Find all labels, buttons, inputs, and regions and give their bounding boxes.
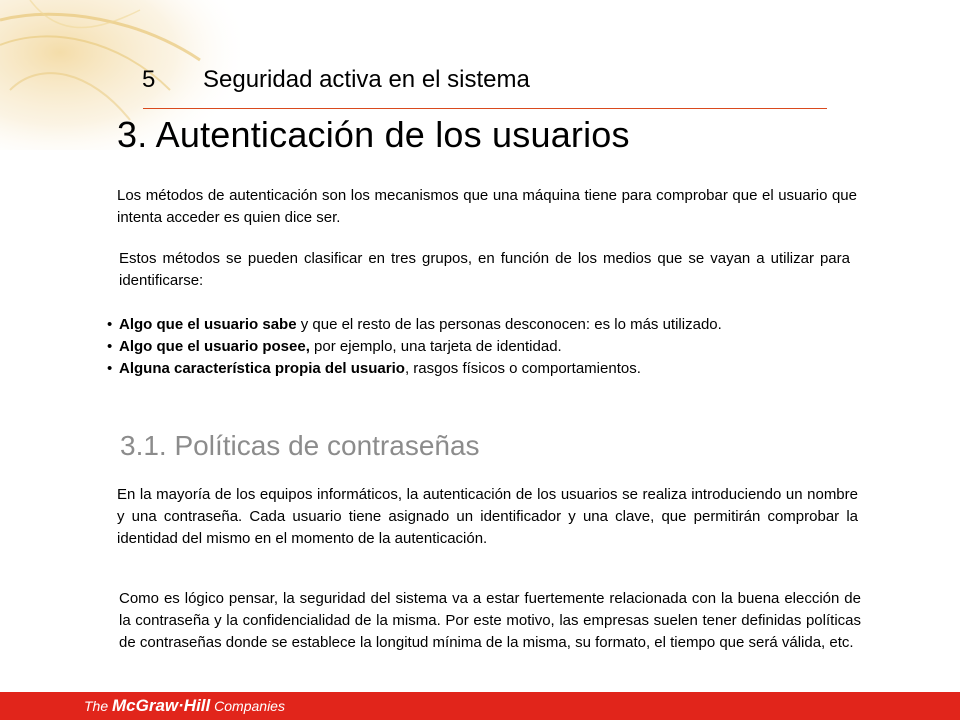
section-paragraph-2: Como es lógico pensar, la seguridad del sistema va a estar fuertemente relacionada con la buena elección de la contraseña y la confidencialidad de la misma. Por este motivo, las empresas suelen tener definidas políticas de contraseñas donde se establece la longitud mínima de la misma, su formato, el tiempo que será válida, etc. xyxy=(119,590,861,651)
page-title: 3. Autenticación de los usuarios xyxy=(117,114,630,155)
list-item xyxy=(107,358,850,380)
list-item xyxy=(107,314,850,336)
list-item-bold: Algo que el usuario sabe xyxy=(119,316,297,333)
section-subtitle: 3.1. Políticas de contraseñas xyxy=(120,430,480,461)
list-item-text: por ejemplo, una tarjeta de identidad. xyxy=(309,338,562,355)
section-paragraph-1: En la mayoría de los equipos informáticos, la autenticación de los usuarios se realiza introduciendo un nombre y una contraseña. Cada usuario tiene asignado un identificador y una clave, que permitirán comprobar la identidad del mismo en el momento de la autenticación. xyxy=(117,486,858,547)
list-item-bold: Alguna característica propia del usuario xyxy=(119,360,405,377)
authentication-methods-list xyxy=(107,314,850,380)
header-divider xyxy=(143,108,827,109)
intro-paragraph-1: Los métodos de autenticación son los mecanismos que una máquina tiene para comprobar que el usuario que intenta acceder es quien dice ser. xyxy=(117,187,857,226)
intro-paragraph-2: Estos métodos se pueden clasificar en tres grupos, en función de los medios que se vayan a utilizar para identificarse: xyxy=(119,250,850,289)
list-item-bold: Algo que el usuario posee, xyxy=(119,338,310,355)
logo-suffix: Companies xyxy=(210,698,285,714)
list-item-text: , rasgos físicos o comportamientos. xyxy=(404,360,641,377)
list-item xyxy=(107,336,850,358)
chapter-title: Seguridad activa en el sistema xyxy=(203,66,530,93)
logo-prefix: The xyxy=(84,698,113,714)
chapter-number: 5 xyxy=(142,66,156,93)
publisher-logo xyxy=(84,694,285,719)
logo-name: McGraw·Hill xyxy=(112,696,211,715)
list-item-text: y que el resto de las personas desconocen: es lo más utilizado. xyxy=(296,316,722,333)
